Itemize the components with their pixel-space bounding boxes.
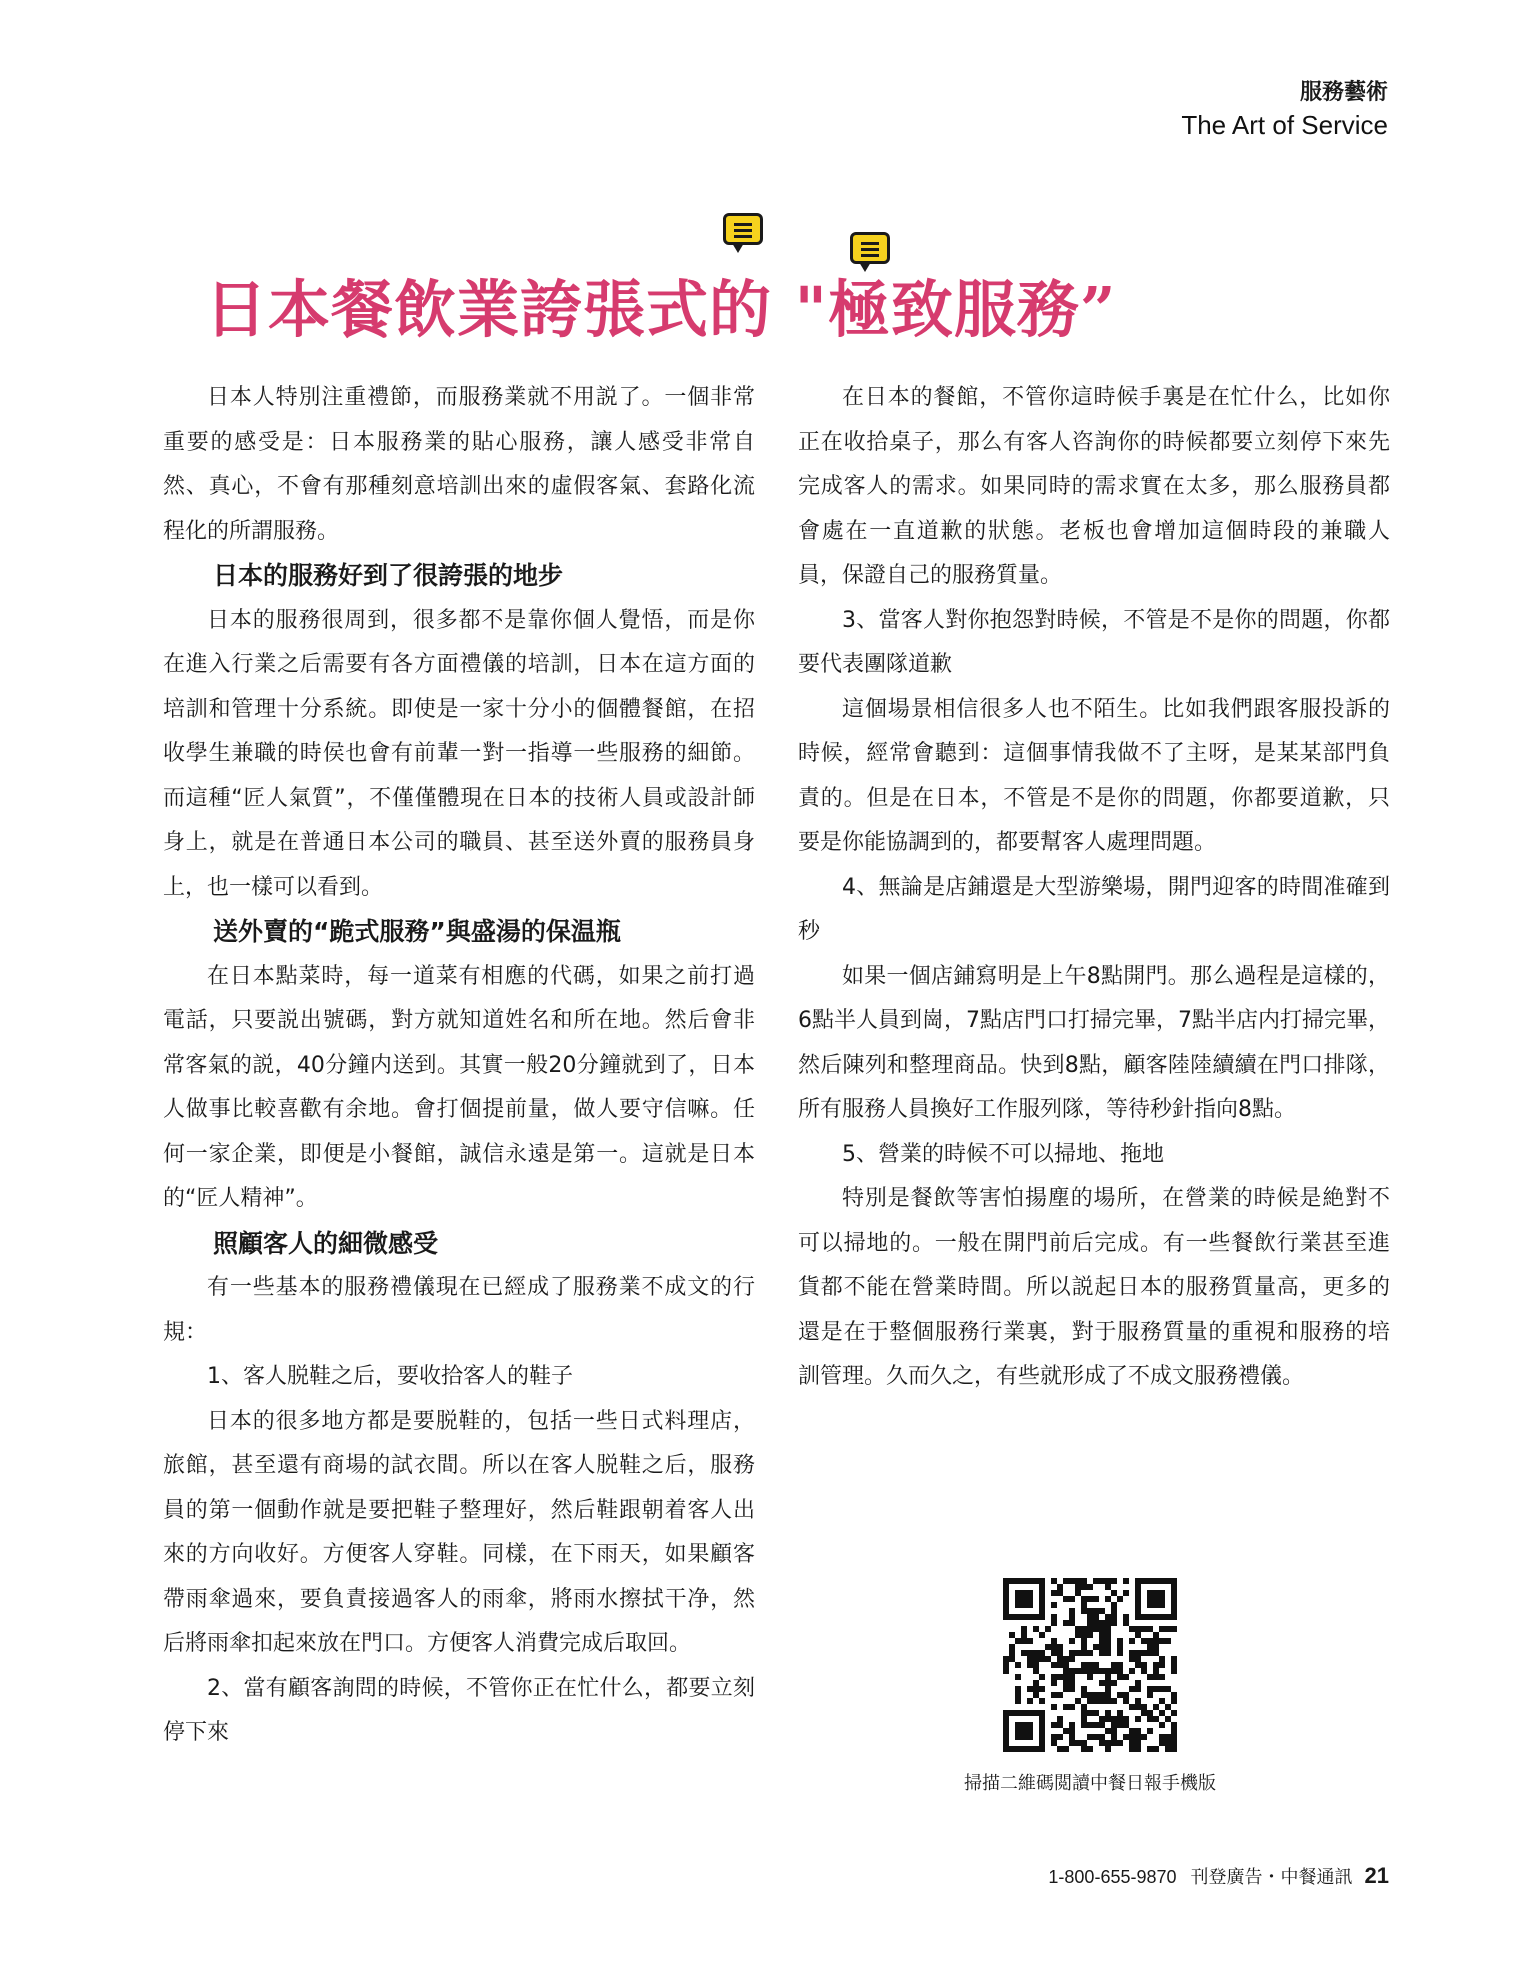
list-point: 5、營業的時候不可以掃地、拖地 <box>842 1141 1164 1167</box>
subheading: 送外賣的“跪式服務”與盛湯的保温瓶 <box>213 917 621 946</box>
list-point: 1、客人脱鞋之后，要收拾客人的鞋子 <box>207 1364 573 1389</box>
list-point: 2、當有顧客詢問的時候，不管你正在忙什么，都要立刻停下來 <box>163 1675 755 1745</box>
left-column <box>163 376 755 1756</box>
list-point: 4、無論是店鋪還是大型游樂場，開門迎客的時間准確到秒 <box>798 874 1390 944</box>
section-label <box>1181 78 1388 142</box>
subheading: 照顧客人的細微感受 <box>213 1228 439 1258</box>
paragraph: 日本人特別注重禮節，而服務業就不用説了。一個非常重要的感受是：日本服務業的貼心服務，讓人感受非常自然、真心，不會有那種刻意培訓出來的虛假客氣、套路化流程化的所謂服務。 <box>163 385 755 544</box>
paragraph: 在日本的餐館，不管你這時候手裏是在忙什么，比如你正在收拾桌子，那么有客人咨詢你的時候都要立刻停下來先完成客人的需求。如果同時的需求實在太多，那么服務員都會處在一直道歉的狀態。老板也會增加這個時段的兼職人員，保證自己的服務質量。 <box>798 385 1390 588</box>
speech-bubble-icon <box>723 213 763 245</box>
paragraph: 日本的很多地方都是要脱鞋的，包括一些日式料理店，旅館，甚至還有商場的試衣間。所以在客人脱鞋之后，服務員的第一個動作就是要把鞋子整理好，然后鞋跟朝着客人出來的方向收好。方便客人穿鞋。同樣，在下雨天，如果顧客帶雨傘過來，要負責接過客人的雨傘，將雨水擦拭干净，然后將雨傘扣起來放在門口。方便客人消費完成后取回。 <box>163 1408 755 1656</box>
paragraph: 有一些基本的服務禮儀現在已經成了服務業不成文的行規： <box>163 1275 755 1345</box>
page-footer <box>1048 1862 1389 1892</box>
paragraph: 日本的服務很周到，很多都不是靠你個人覺悟，而是你在進入行業之后需要有各方面禮儀的培訓，日本在這方面的培訓和管理十分系統。即使是一家十分小的個體餐館，在招收學生兼職的時侯也會有前輩一對一指導一些服務的細節。而這種“匠人氣質”，不僅僅體現在日本的技術人員或設計師身上，就是在普通日本公司的職員、甚至送外賣的服務員身上，也一樣可以看到。 <box>163 607 755 900</box>
list-point: 3、當客人對你抱怨對時候，不管是不是你的問題，你都要代表團隊道歉 <box>798 607 1390 677</box>
qr-caption: 掃描二維碼閲讀中餐日報手機版 <box>964 1773 1216 1794</box>
footer-text: 刊登廣告・中餐通訊 <box>1190 1867 1353 1888</box>
paragraph: 特別是餐飲等害怕揚塵的場所，在營業的時候是絶對不可以掃地的。一般在開門前后完成。有一些餐飲行業甚至進貨都不能在營業時間。所以説起日本的服務質量高，更多的還是在于整個服務行業裏，對于服務質量的重視和服務的培訓管理。久而久之，有些就形成了不成文服務禮儀。 <box>798 1186 1390 1389</box>
page-number: 21 <box>1364 1863 1389 1888</box>
footer-phone: 1-800-655-9870 <box>1048 1867 1177 1887</box>
right-column <box>798 376 1390 1400</box>
section-label-chinese: 服務藝術 <box>1299 80 1388 105</box>
subheading: 日本的服務好到了很誇張的地步 <box>213 561 564 590</box>
paragraph: 如果一個店鋪寫明是上午8點開門。那么過程是這樣的，6點半人員到崗，7點店門口打掃完畢，7點半店内打掃完畢，然后陳列和整理商品。快到8點，顧客陸陸續續在門口排隊，所有服務人員換好工作服列隊，等待秒針指向8點。 <box>798 963 1390 1122</box>
speech-bubble-icon <box>850 232 890 264</box>
paragraph: 這個場景相信很多人也不陌生。比如我們跟客服投訴的時候，經常會聽到：這個事情我做不了主呀，是某某部門負責的。但是在日本，不管是不是你的問題，你都要道歉，只要是你能協調到的，都要幫客人處理問題。 <box>798 696 1390 855</box>
qr-code-image[interactable] <box>1003 1578 1177 1752</box>
article-title: 日本餐飲業誇張式的 "極致服務” <box>205 272 1117 346</box>
section-label-english: The Art of Service <box>1181 110 1388 140</box>
paragraph: 在日本點菜時，每一道菜有相應的代碼，如果之前打過電話，只要説出號碼，對方就知道姓名和所在地。然后會非常客氣的説，40分鐘内送到。其實一般20分鐘就到了，日本人做事比較喜歡有余地。會打個提前量，做人要守信嘛。任何一家企業，即便是小餐館，誠信永遠是第一。這就是日本的“匠人精神”。 <box>163 963 755 1211</box>
